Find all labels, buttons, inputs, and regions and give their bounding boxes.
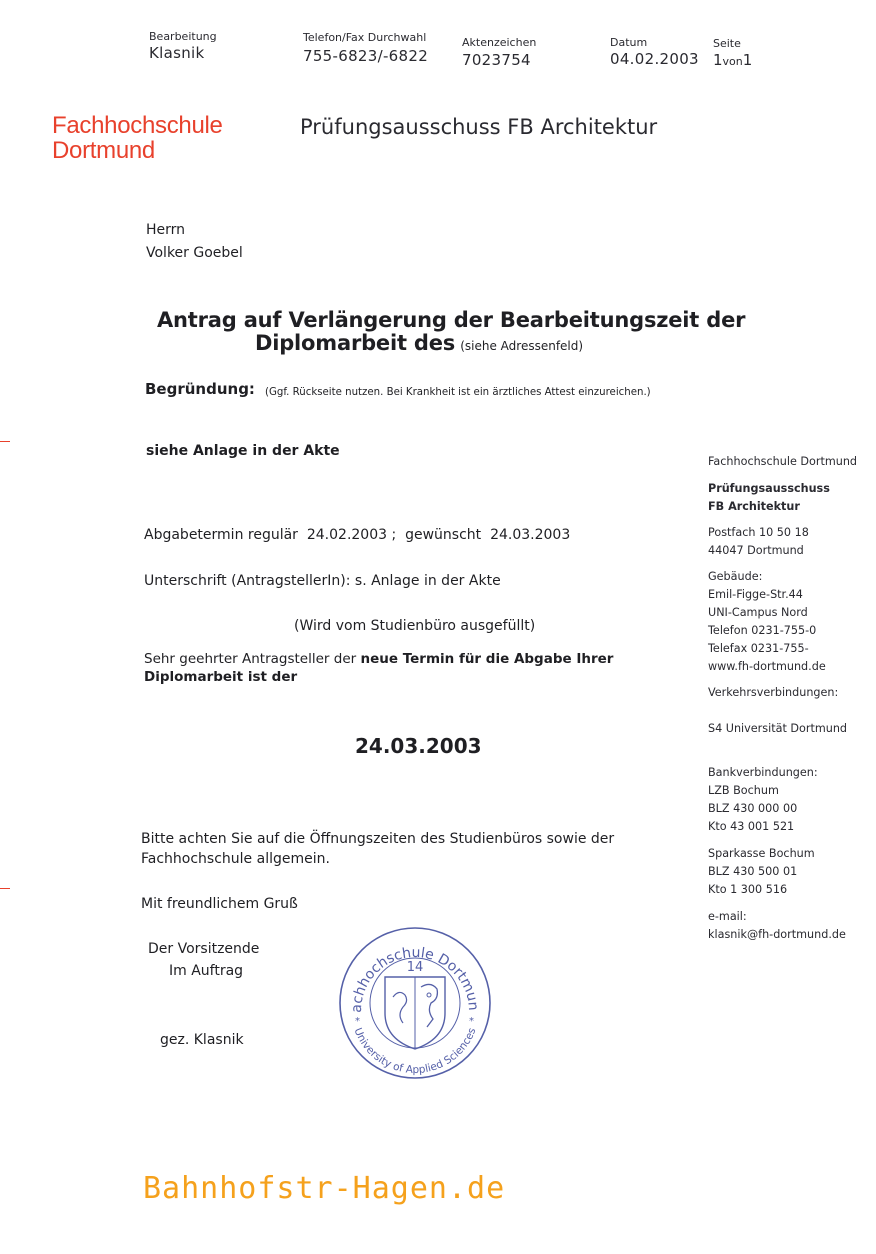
sidebar-bank1-name: LZB Bochum — [708, 784, 779, 797]
sidebar-bank2-blz: BLZ 430 500 01 — [708, 865, 798, 878]
logo-line-1: Fachhochschule — [52, 112, 223, 139]
datum-label: Datum — [610, 36, 648, 49]
deadline-regular: 24.02.2003 — [306, 527, 388, 543]
sidebar-city: 44047 Dortmund — [708, 544, 804, 557]
new-date: 24.03.2003 — [355, 734, 482, 758]
reason-hint: (Ggf. Rückseite nutzen. Bei Krankheit ist ein ärztliches Attest einzureichen.) — [265, 387, 651, 398]
signer-role-2: Im Auftrag — [169, 963, 244, 979]
sidebar-campus: UNI-Campus Nord — [708, 606, 808, 619]
stamp-top-text: achhochschule Dortmun — [348, 944, 482, 1014]
department-title: Prüfungsausschuss FB Architektur — [300, 115, 658, 139]
stamp-number: 14 — [406, 960, 424, 975]
fold-mark-1 — [0, 441, 10, 442]
reason-label: Begründung: — [145, 380, 255, 398]
logo-line-2: Dortmund — [52, 137, 155, 164]
closing-line-2: Fachhochschule allgemein. — [141, 851, 330, 867]
sidebar-street: Emil-Figge-Str.44 — [708, 588, 803, 601]
stamp-bottom-text: University of Applied Sciences — [351, 1026, 479, 1077]
sidebar-building-label: Gebäude: — [708, 570, 763, 583]
bearbeitung-label: Bearbeitung — [149, 30, 217, 43]
stamp-star-left: * — [355, 1016, 360, 1027]
subject-line-1: Antrag auf Verlängerung der Bearbeitungszeit der — [157, 308, 746, 332]
fold-mark-2 — [0, 888, 10, 889]
closing-line-1: Bitte achten Sie auf die Öffnungszeiten des Studienbüros sowie der — [141, 831, 615, 847]
reason-text: siehe Anlage in der Akte — [146, 443, 340, 459]
seite-label: Seite — [713, 37, 741, 50]
signature-name: gez. Klasnik — [160, 1032, 244, 1048]
sidebar-office-2: FB Architektur — [708, 500, 800, 513]
deadline-line: Abgabetermin regulär 24.02.2003 ; gewünscht 24.03.2003 — [144, 527, 571, 543]
official-stamp — [337, 925, 493, 1081]
recipient-name: Volker Goebel — [146, 245, 243, 261]
notice-line-1: Sehr geehrter Antragsteller der neue Termin für die Abgabe Ihrer — [144, 651, 614, 667]
sidebar-email-label: e-mail: — [708, 910, 747, 923]
seite-value: 1von1 — [713, 51, 753, 69]
sidebar-bank1-kto: Kto 43 001 521 — [708, 820, 795, 833]
sidebar-postfach: Postfach 10 50 18 — [708, 526, 809, 539]
sidebar-bank2-kto: Kto 1 300 516 — [708, 883, 788, 896]
sidebar-office-1: Prüfungsausschuss — [708, 482, 830, 495]
deadline-wished: 24.03.2003 — [490, 527, 571, 543]
office-note: (Wird vom Studienbüro ausgefüllt) — [294, 618, 536, 634]
greeting: Mit freundlichem Gruß — [141, 896, 298, 912]
subject-note: (siehe Adressenfeld) — [460, 339, 584, 353]
sidebar — [708, 453, 857, 944]
telefon-value: 755-6823/-6822 — [303, 47, 429, 65]
telefon-label: Telefon/Fax Durchwahl — [303, 31, 427, 44]
subject-line-2: Diplomarbeit des (siehe Adressenfeld) — [255, 331, 584, 355]
bearbeitung-value: Klasnik — [149, 44, 205, 62]
notice-line-2: Diplomarbeit ist der — [144, 669, 298, 685]
logo — [52, 113, 223, 163]
signer-role-1: Der Vorsitzende — [148, 941, 260, 957]
stamp-star-right: * — [469, 1016, 474, 1027]
recipient-salutation: Herrn — [146, 222, 186, 238]
sidebar-email: klasnik@fh-dortmund.de — [708, 928, 846, 941]
sidebar-web: www.fh-dortmund.de — [708, 660, 826, 673]
aktenzeichen-value: 7023754 — [462, 51, 531, 69]
signature-line: Unterschrift (AntragstellerIn): s. Anlage in der Akte — [144, 573, 501, 589]
sidebar-transport: S4 Universität Dortmund — [708, 722, 848, 735]
sidebar-bank1-blz: BLZ 430 000 00 — [708, 802, 798, 815]
sidebar-bank-label: Bankverbindungen: — [708, 766, 818, 779]
watermark-brand: Bahnhofstr-Hagen.de — [143, 1171, 506, 1206]
sidebar-phone: Telefon 0231-755-0 — [708, 624, 817, 637]
aktenzeichen-label: Aktenzeichen — [462, 36, 537, 49]
sidebar-institution: Fachhochschule Dortmund — [708, 455, 858, 468]
sidebar-bank2-name: Sparkasse Bochum — [708, 847, 815, 860]
datum-value: 04.02.2003 — [610, 50, 699, 68]
sidebar-transport-label: Verkehrsverbindungen: — [708, 686, 839, 699]
sidebar-fax: Telefax 0231-755- — [708, 642, 809, 655]
